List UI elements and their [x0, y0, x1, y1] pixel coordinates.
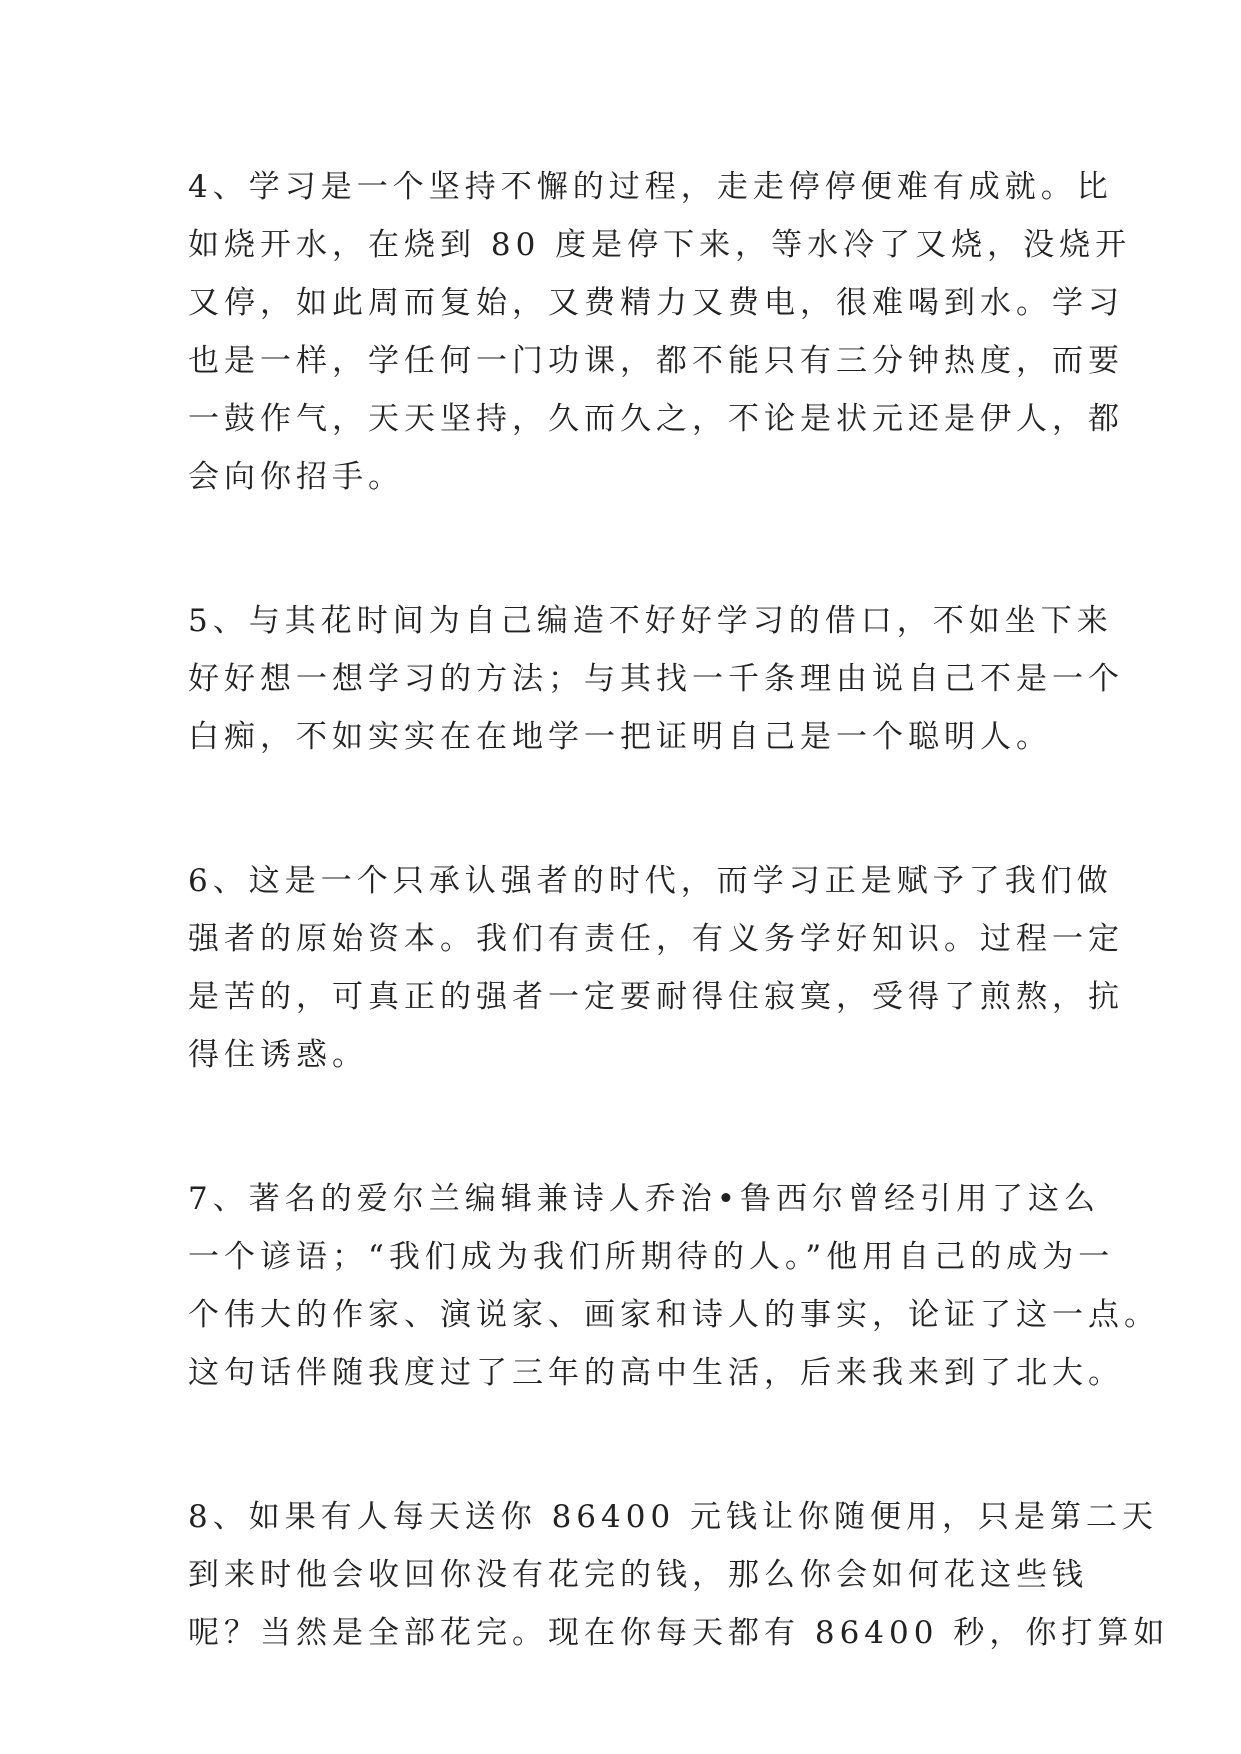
paragraph-line: 个伟大的作家、演说家、画家和诗人的事实，论证了这一点。: [188, 1297, 1160, 1333]
paragraph-line: 如烧开水，在烧到 80 度是停下来，等水冷了又烧，没烧开: [188, 227, 1132, 263]
paragraph-7: [188, 1170, 1160, 1402]
paragraph-line: 8、如果有人每天送你 86400 元钱让你随便用，只是第二天: [188, 1499, 1159, 1535]
paragraph-line: 7、著名的爱尔兰编辑兼诗人乔治•鲁西尔曾经引用了这么: [188, 1181, 1101, 1217]
paragraph-line: 得住诱惑。: [188, 1037, 368, 1073]
paragraph-line: 一个谚语；“我们成为我们所期待的人。”他用自己的成为一: [188, 1239, 1115, 1275]
paragraph-line: 白痴，不如实实在在地学一把证明自己是一个聪明人。: [188, 719, 1052, 755]
paragraph-line: 是苦的，可真正的强者一定要耐得住寂寞，受得了煎熬，抗: [188, 979, 1124, 1015]
paragraph-line: 好好想一想学习的方法；与其找一千条理由说自己不是一个: [188, 661, 1124, 697]
paragraph-line: 会向你招手。: [188, 459, 404, 495]
paragraph-line: 强者的原始资本。我们有责任，有义务学好知识。过程一定: [188, 921, 1124, 957]
paragraph-5: [188, 592, 1124, 766]
paragraph-line: 6、这是一个只承认强者的时代，而学习正是赋予了我们做: [188, 863, 1113, 899]
paragraph-line: 一鼓作气，天天坚持，久而久之，不论是状元还是伊人，都: [188, 401, 1124, 437]
paragraph-8: [188, 1488, 1170, 1662]
paragraph-line: 4、学习是一个坚持不懈的过程，走走停停便难有成就。比: [188, 169, 1113, 205]
paragraph-line: 5、与其花时间为自己编造不好好学习的借口，不如坐下来: [188, 603, 1113, 639]
paragraph-line: 这句话伴随我度过了三年的高中生活，后来我来到了北大。: [188, 1355, 1124, 1391]
paragraph-6: [188, 852, 1124, 1084]
document-body: [188, 158, 1170, 1748]
paragraph-line: 呢？当然是全部花完。现在你每天都有 86400 秒，你打算如: [188, 1615, 1170, 1651]
paragraph-4: [188, 158, 1132, 506]
paragraph-line: 也是一样，学任何一门功课，都不能只有三分钟热度，而要: [188, 343, 1124, 379]
paragraph-line: 又停，如此周而复始，又费精力又费电，很难喝到水。学习: [188, 285, 1124, 321]
paragraph-line: 到来时他会收回你没有花完的钱，那么你会如何花这些钱: [188, 1557, 1088, 1593]
